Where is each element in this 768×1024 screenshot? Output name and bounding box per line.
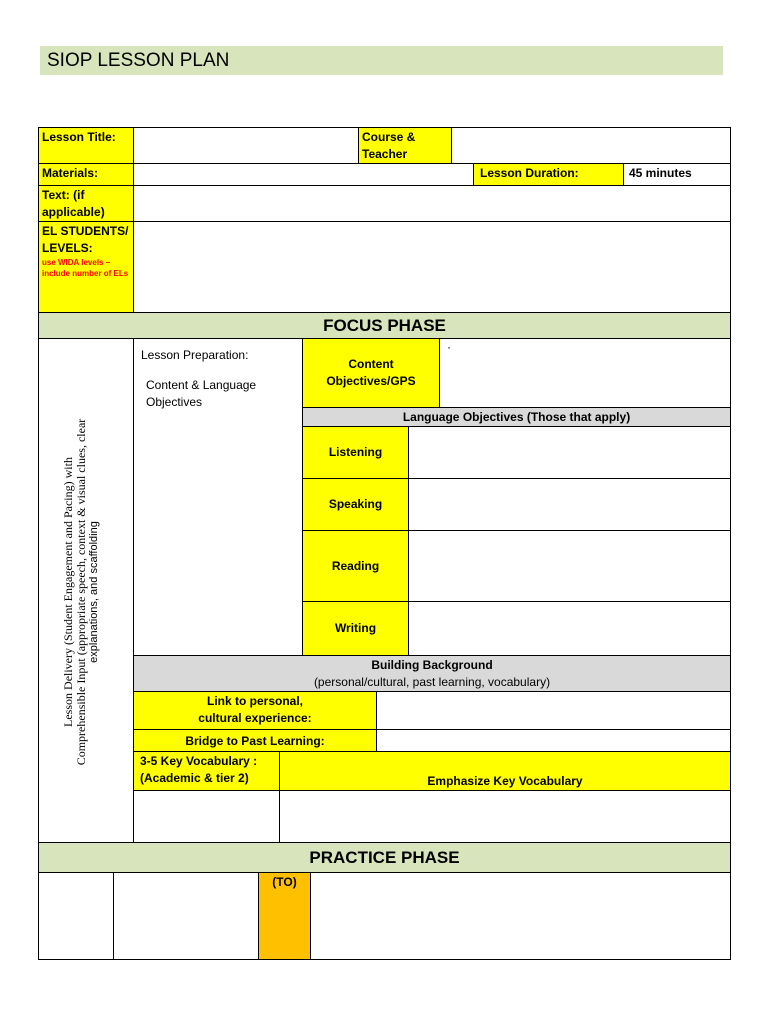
bridge-past-label: Bridge to Past Learning: [133,729,377,752]
lesson-title-field[interactable] [133,127,359,164]
bridge-past-field[interactable] [376,729,731,752]
lesson-title-label: Lesson Title: [38,127,134,164]
lesson-duration-label: Lesson Duration: [473,163,624,186]
practice-cell-1[interactable] [38,872,114,960]
focus-phase-header: FOCUS PHASE [38,312,731,339]
writing-label: Writing [302,601,409,656]
el-students-note: use WIDA levels – include number of ELs [42,258,129,278]
content-objectives-label: Content Objectives/GPS [302,338,440,408]
lesson-preparation-label: Lesson Preparation: [141,348,249,362]
side-label-line2: Comprehensible Input (appropriate speech, context & visual clues, clear [74,418,88,766]
speaking-field[interactable] [408,478,731,531]
building-background-sub: (personal/cultural, past learning, vocabulary) [313,675,551,689]
side-label-line3: explanations, and scaffolding [88,521,100,663]
side-label-line1: Lesson Delivery (Student Engagement and Pacing) with [61,457,75,727]
lesson-delivery-label [62,382,108,802]
building-background-title: Building Background [371,658,493,672]
page-title: SIOP LESSON PLAN [40,46,723,75]
el-students-cell [38,221,134,313]
link-personal-field[interactable] [376,691,731,730]
bullet: · [447,340,451,354]
course-teacher-field[interactable] [451,127,731,164]
language-objectives-header: Language Objectives (Those that apply) [302,407,731,427]
text-label: Text: (if applicable) [38,185,134,222]
link-personal-label: Link to personal, cultural experience: [133,691,377,730]
key-vocab-line2: (Academic & tier 2) [140,771,249,785]
to-label: (TO) [258,872,311,960]
materials-label: Materials: [38,163,134,186]
key-vocab-label [133,751,280,791]
content-objectives-field[interactable] [439,338,731,408]
speaking-label: Speaking [302,478,409,531]
practice-phase-header: PRACTICE PHASE [38,842,731,873]
lesson-delivery-column [38,338,134,843]
emphasize-vocab-field[interactable] [279,790,731,843]
lesson-duration-value: 45 minutes [623,163,731,186]
content-language-objectives: Content & Language Objectives [146,378,257,409]
listening-field[interactable] [408,426,731,479]
listening-label: Listening [302,426,409,479]
reading-field[interactable] [408,530,731,602]
text-field[interactable] [133,185,731,222]
key-vocab-field[interactable] [133,790,280,843]
emphasize-vocab-label: Emphasize Key Vocabulary [279,751,731,791]
reading-label: Reading [302,530,409,602]
practice-cell-2[interactable] [113,872,259,960]
key-vocab-line1: 3-5 Key Vocabulary : [140,754,258,768]
practice-cell-4[interactable] [310,872,731,960]
course-teacher-label: Course & Teacher [358,127,452,164]
el-students-field[interactable] [133,221,731,313]
lesson-preparation-cell [133,338,303,656]
building-background-header [133,655,731,692]
writing-field[interactable] [408,601,731,656]
el-students-label: EL STUDENTS/ LEVELS: [42,224,129,255]
materials-field[interactable] [133,163,474,186]
